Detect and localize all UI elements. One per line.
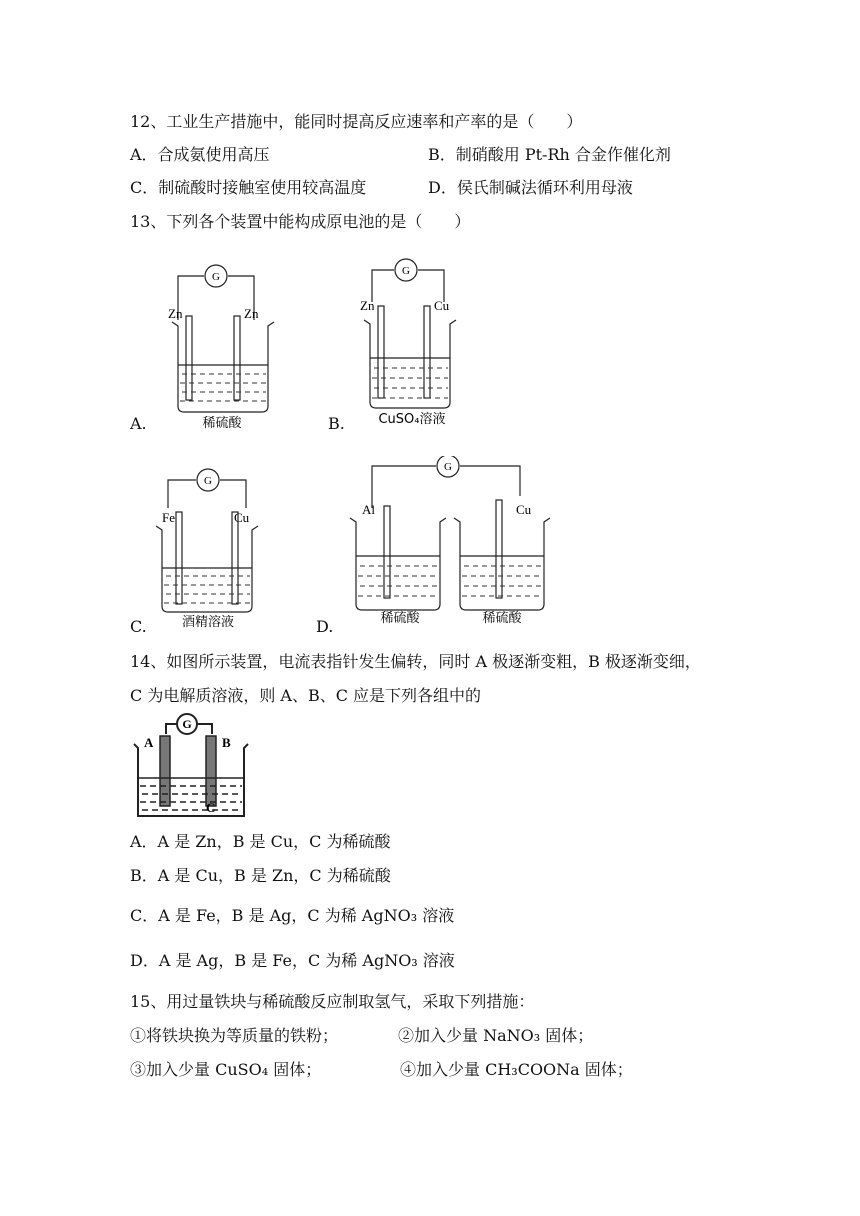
q12-option-c: C．制硫酸时接触室使用较高温度 xyxy=(130,178,367,197)
electrode-right-label: Zn xyxy=(244,306,259,321)
solution-label: 酒精溶液 xyxy=(181,615,235,630)
q15-stem: 15、用过量铁块与稀硫酸反应制取氢气，采取下列措施： xyxy=(130,992,535,1011)
q13-figure-c xyxy=(150,464,270,632)
q12-stem: 12、工业生产措施中，能同时提高反应速率和产率的是（ ） xyxy=(130,112,583,131)
q13-figure-b xyxy=(350,256,490,428)
q13-label-a: A. xyxy=(130,414,147,433)
q13-label-c: C. xyxy=(130,617,147,636)
q14-figure xyxy=(132,712,250,822)
electrode-b-label: B xyxy=(222,735,231,750)
meter-label: G xyxy=(402,265,410,277)
q13-figure-d xyxy=(344,456,554,628)
electrode-left-label: Zn xyxy=(168,306,183,321)
q13-figure-a xyxy=(150,262,290,430)
q13-stem: 13、下列各个装置中能构成原电池的是（ ） xyxy=(130,212,471,231)
q14-option-b: B．A 是 Cu，B 是 Zn，C 为稀硫酸 xyxy=(130,866,391,885)
q14-option-a: A．A 是 Zn，B 是 Cu，C 为稀硫酸 xyxy=(130,832,391,851)
q15-measure-3: ③加入少量 CuSO₄ 固体； xyxy=(130,1060,322,1079)
q14-option-d: D．A 是 Ag，B 是 Fe，C 为稀 AgNO₃ 溶液 xyxy=(130,951,455,970)
electrode-left-label: Al xyxy=(362,502,375,517)
q12-option-d: D．侯氏制碱法循环利用母液 xyxy=(428,178,633,197)
meter-label: G xyxy=(182,717,192,731)
q13-label-b: B. xyxy=(328,414,345,433)
solution-label: CuSO₄溶液 xyxy=(378,412,446,427)
q15-measure-2: ②加入少量 NaNO₃ 固体； xyxy=(398,1026,594,1045)
solution-c-label: C xyxy=(206,800,216,815)
q12-option-a: A．合成氨使用高压 xyxy=(130,145,270,164)
meter-label: G xyxy=(204,475,212,487)
electrode-right-label: Cu xyxy=(434,298,450,313)
q12-option-b: B．制硝酸用 Pt-Rh 合金作催化剂 xyxy=(428,145,671,164)
solution-right-label: 稀硫酸 xyxy=(482,611,522,626)
q15-measure-4: ④加入少量 CH₃COONa 固体； xyxy=(400,1060,633,1079)
electrode-left-label: Zn xyxy=(360,298,375,313)
q14-stem-line1: 14、如图所示装置，电流表指针发生偏转，同时 A 极逐渐变粗，B 极逐渐变细， xyxy=(130,652,701,671)
q14-option-c: C．A 是 Fe，B 是 Ag，C 为稀 AgNO₃ 溶液 xyxy=(130,906,455,925)
q13-label-d: D. xyxy=(316,617,334,636)
electrode-left-label: Fe xyxy=(162,510,175,525)
electrode-right-label: Cu xyxy=(516,502,532,517)
meter-label: G xyxy=(212,271,220,283)
q15-measure-1: ①将铁块换为等质量的铁粉； xyxy=(130,1026,339,1045)
electrode-a-label: A xyxy=(144,735,154,750)
solution-left-label: 稀硫酸 xyxy=(380,611,420,626)
solution-label: 稀硫酸 xyxy=(202,416,242,430)
electrode-right-label: Cu xyxy=(234,510,250,525)
q14-stem-line2: C 为电解质溶液，则 A、B、C 应是下列各组中的 xyxy=(130,686,482,705)
meter-label: G xyxy=(444,461,452,473)
